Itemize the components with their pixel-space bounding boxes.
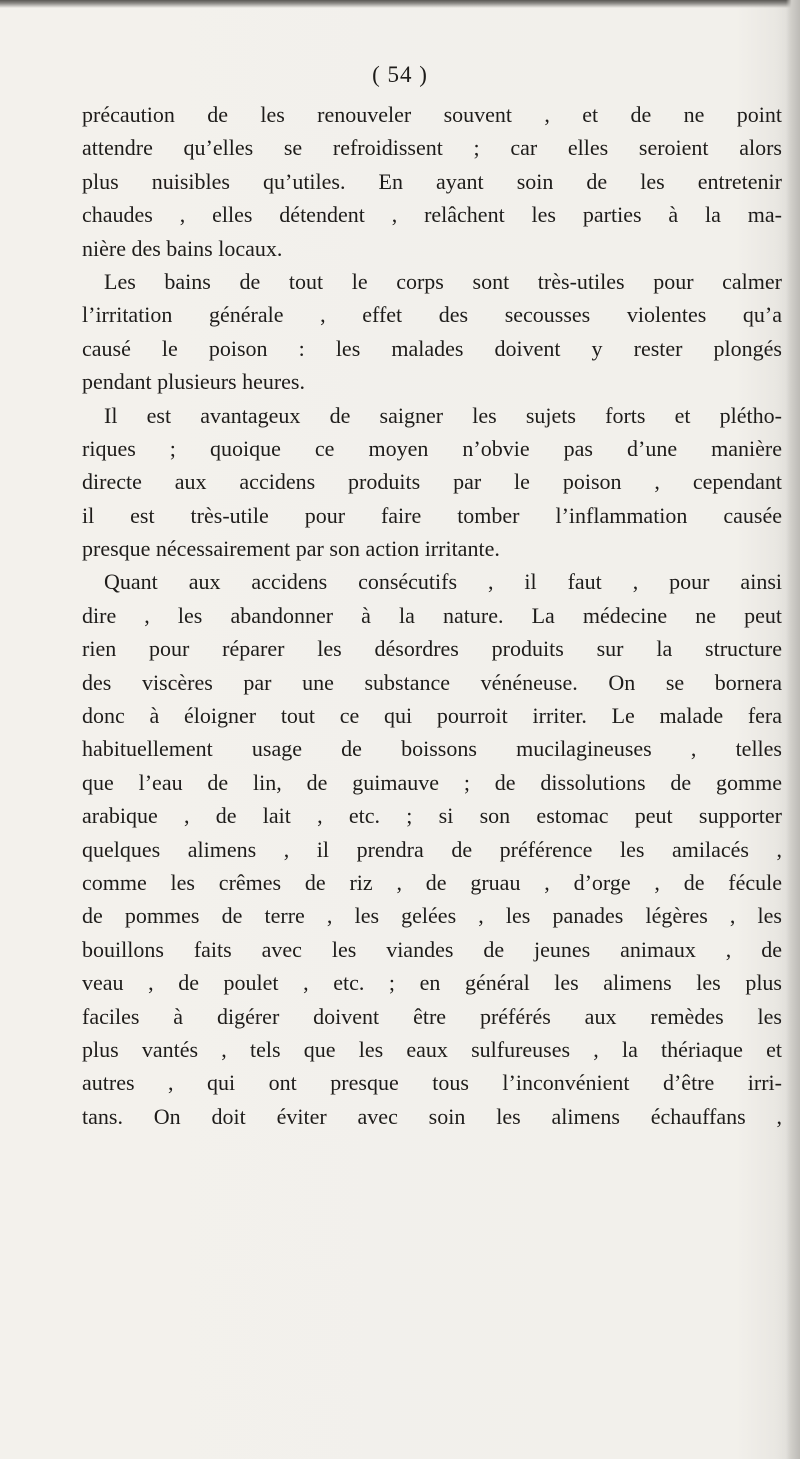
text-line: faciles à digérer doivent être préférés aux remèdes les — [82, 1003, 782, 1029]
text-line: directe aux accidens produits par le poison , cependant — [82, 469, 782, 495]
text-line: presque nécessairement par son action irritante. — [82, 536, 500, 562]
text-line: que l’eau de lin, de guimauve ; de dissolutions de gomme — [82, 769, 782, 795]
text-line: nière des bains locaux. — [82, 235, 283, 261]
text-line: riques ; quoique ce moyen n’obvie pas d’une manière — [82, 435, 782, 461]
text-line: Il est avantageux de saigner les sujets forts et plétho- — [104, 402, 782, 428]
text-line: pendant plusieurs heures. — [82, 369, 305, 395]
text-line: comme les crêmes de riz , de gruau , d’orge , de fécule — [82, 869, 782, 895]
body-text — [82, 98, 782, 1133]
text-line: autres , qui ont presque tous l’inconvénient d’être irri- — [82, 1070, 782, 1096]
text-line: Les bains de tout le corps sont très-utiles pour calmer — [104, 268, 782, 294]
text-line: habituellement usage de boissons mucilagineuses , telles — [82, 736, 782, 762]
text-line: chaudes , elles détendent , relâchent les parties à la ma- — [82, 202, 782, 228]
text-line: Quant aux accidens consécutifs , il faut , pour ainsi — [104, 569, 782, 595]
text-line: arabique , de lait , etc. ; si son estomac peut supporter — [82, 803, 782, 829]
text-line: des viscères par une substance vénéneuse. On se bornera — [82, 669, 782, 695]
text-line: de pommes de terre , les gelées , les panades légères , les — [82, 903, 782, 929]
text-line: tans. On doit éviter avec soin les alimens échauffans , — [82, 1103, 782, 1129]
text-line: précaution de les renouveler souvent , et de ne point — [82, 102, 782, 127]
text-line: quelques alimens , il prendra de préférence les amilacés , — [82, 836, 782, 862]
text-line: plus vantés , tels que les eaux sulfureuses , la thériaque et — [82, 1036, 782, 1062]
text-line: il est très-utile pour faire tomber l’inflammation causée — [82, 502, 782, 528]
text-line: dire , les abandonner à la nature. La médecine ne peut — [82, 602, 782, 628]
page-right-edge — [786, 0, 800, 1459]
text-line: bouillons faits avec les viandes de jeunes animaux , de — [82, 936, 782, 962]
text-line: causé le poison : les malades doivent y rester plongés — [82, 335, 782, 361]
page-number: ( 54 ) — [372, 62, 428, 87]
text-line: rien pour réparer les désordres produits sur la structure — [82, 636, 782, 662]
text-line: plus nuisibles qu’utiles. En ayant soin de les entretenir — [82, 168, 782, 194]
text-line: donc à éloigner tout ce qui pourroit irriter. Le malade fera — [82, 703, 782, 729]
top-edge-shadow — [0, 0, 800, 8]
text-line: veau , de poulet , etc. ; en général les alimens les plus — [82, 970, 782, 996]
text-line: l’irritation générale , effet des secousses violentes qu’a — [82, 302, 782, 328]
text-line: attendre qu’elles se refroidissent ; car elles seroient alors — [82, 135, 782, 161]
